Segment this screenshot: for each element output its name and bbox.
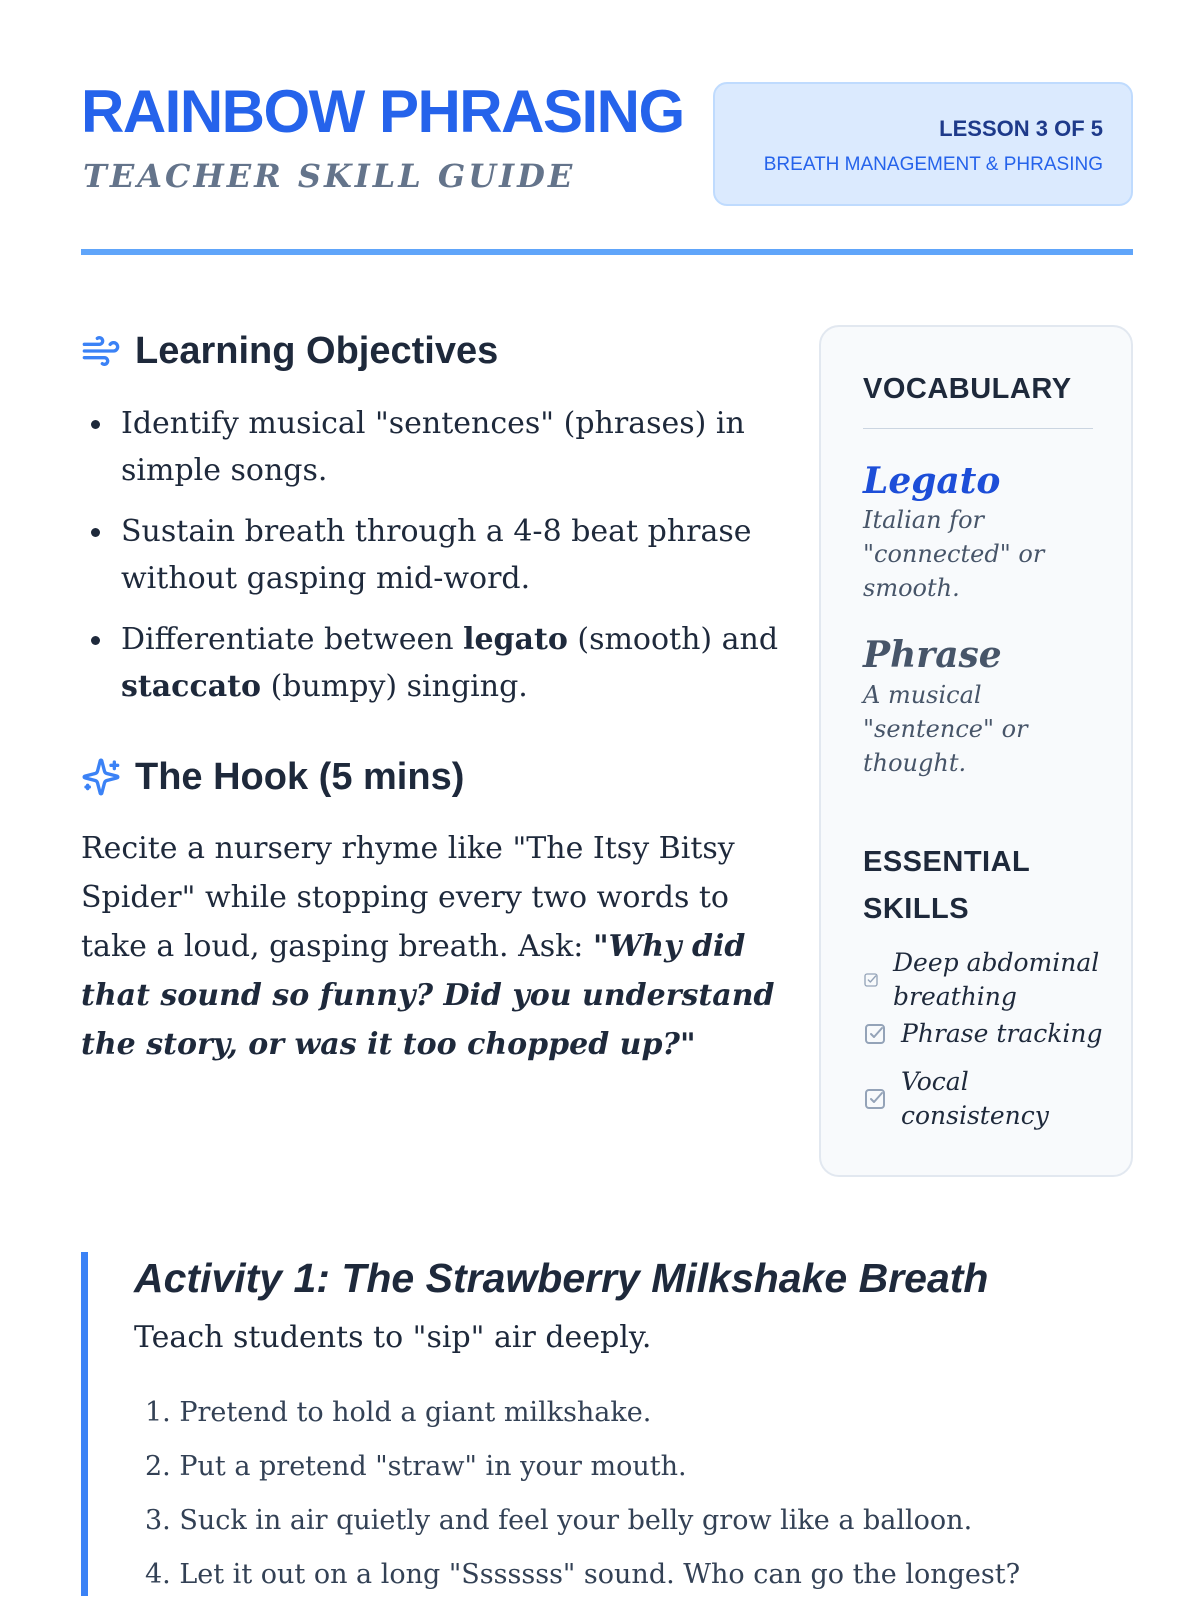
term-legato: legato bbox=[463, 622, 568, 657]
checkbox-icon bbox=[863, 1087, 887, 1111]
sidebar-card bbox=[819, 325, 1133, 1177]
hook-heading-row bbox=[81, 754, 464, 800]
lesson-number: LESSON 3 OF 5 bbox=[939, 116, 1103, 141]
lesson-topic: BREATH MANAGEMENT & PHRASING bbox=[763, 154, 1103, 175]
skill-label: Phrase tracking bbox=[901, 1019, 1103, 1048]
checkbox-icon bbox=[863, 972, 879, 988]
checkbox-icon bbox=[863, 1022, 887, 1046]
sparkles-icon bbox=[81, 757, 121, 797]
skill-item bbox=[863, 1065, 1063, 1133]
skill-item bbox=[863, 946, 1103, 1014]
header-divider bbox=[81, 249, 1133, 255]
activity-steps bbox=[145, 1386, 1020, 1602]
hook-quote: "Why did that sound so funny? Did you understand the story, or was it too chopped up?" bbox=[81, 929, 775, 1062]
activity-title: Activity 1: The Strawberry Milkshake Breath bbox=[134, 1255, 989, 1301]
list-item: 4. Let it out on a long "Sssssss" sound. Who can go the longest? bbox=[145, 1559, 1021, 1590]
skill-label: Vocal consistency bbox=[901, 1067, 1049, 1130]
vocab-definition: Italian for "connected" or smooth. bbox=[863, 506, 1045, 602]
vocab-term-phrase: Phrase bbox=[863, 634, 1002, 676]
hook-paragraph bbox=[81, 824, 781, 1069]
objectives-list bbox=[81, 400, 821, 724]
vocabulary-divider bbox=[863, 428, 1093, 429]
page-title: RAINBOW PHRASING bbox=[81, 78, 684, 145]
term-staccato: staccato bbox=[121, 669, 262, 704]
objective-text: (bumpy) singing. bbox=[261, 669, 528, 704]
list-item: 3. Suck in air quietly and feel your belly grow like a balloon. bbox=[145, 1505, 973, 1536]
list-item: 2. Put a pretend "straw" in your mouth. bbox=[145, 1451, 687, 1482]
list-item bbox=[121, 616, 821, 710]
hook-text: Recite a nursery rhyme like "The Itsy Bitsy Spider" while stopping every two words to take a loud, gasping breath. Ask: bbox=[81, 831, 735, 964]
page-subtitle: TEACHER SKILL GUIDE bbox=[83, 157, 576, 195]
essential-skills-heading: ESSENTIAL SKILLS bbox=[863, 846, 1030, 925]
lesson-badge bbox=[713, 82, 1133, 206]
objectives-heading: Learning Objectives bbox=[135, 330, 499, 372]
list-item: Sustain breath through a 4-8 beat phrase without gasping mid-word. bbox=[121, 508, 821, 602]
objective-text: (smooth) and bbox=[567, 622, 779, 657]
vocabulary-heading: VOCABULARY bbox=[863, 373, 1072, 405]
skill-item bbox=[863, 1017, 1103, 1051]
objective-text: Differentiate between bbox=[121, 622, 464, 657]
objectives-heading-row bbox=[81, 328, 498, 374]
skill-label: Deep abdominal breathing bbox=[893, 948, 1100, 1011]
wind-icon bbox=[81, 331, 121, 371]
hook-heading: The Hook (5 mins) bbox=[135, 756, 465, 798]
list-item: 1. Pretend to hold a giant milkshake. bbox=[145, 1397, 652, 1428]
activity-intro: Teach students to "sip" air deeply. bbox=[134, 1320, 652, 1355]
vocab-definition: A musical "sentence" or thought. bbox=[863, 681, 1028, 777]
activity-card bbox=[81, 1252, 1140, 1596]
list-item: Identify musical "sentences" (phrases) in simple songs. bbox=[121, 400, 821, 494]
vocab-term-legato: Legato bbox=[863, 460, 1001, 502]
